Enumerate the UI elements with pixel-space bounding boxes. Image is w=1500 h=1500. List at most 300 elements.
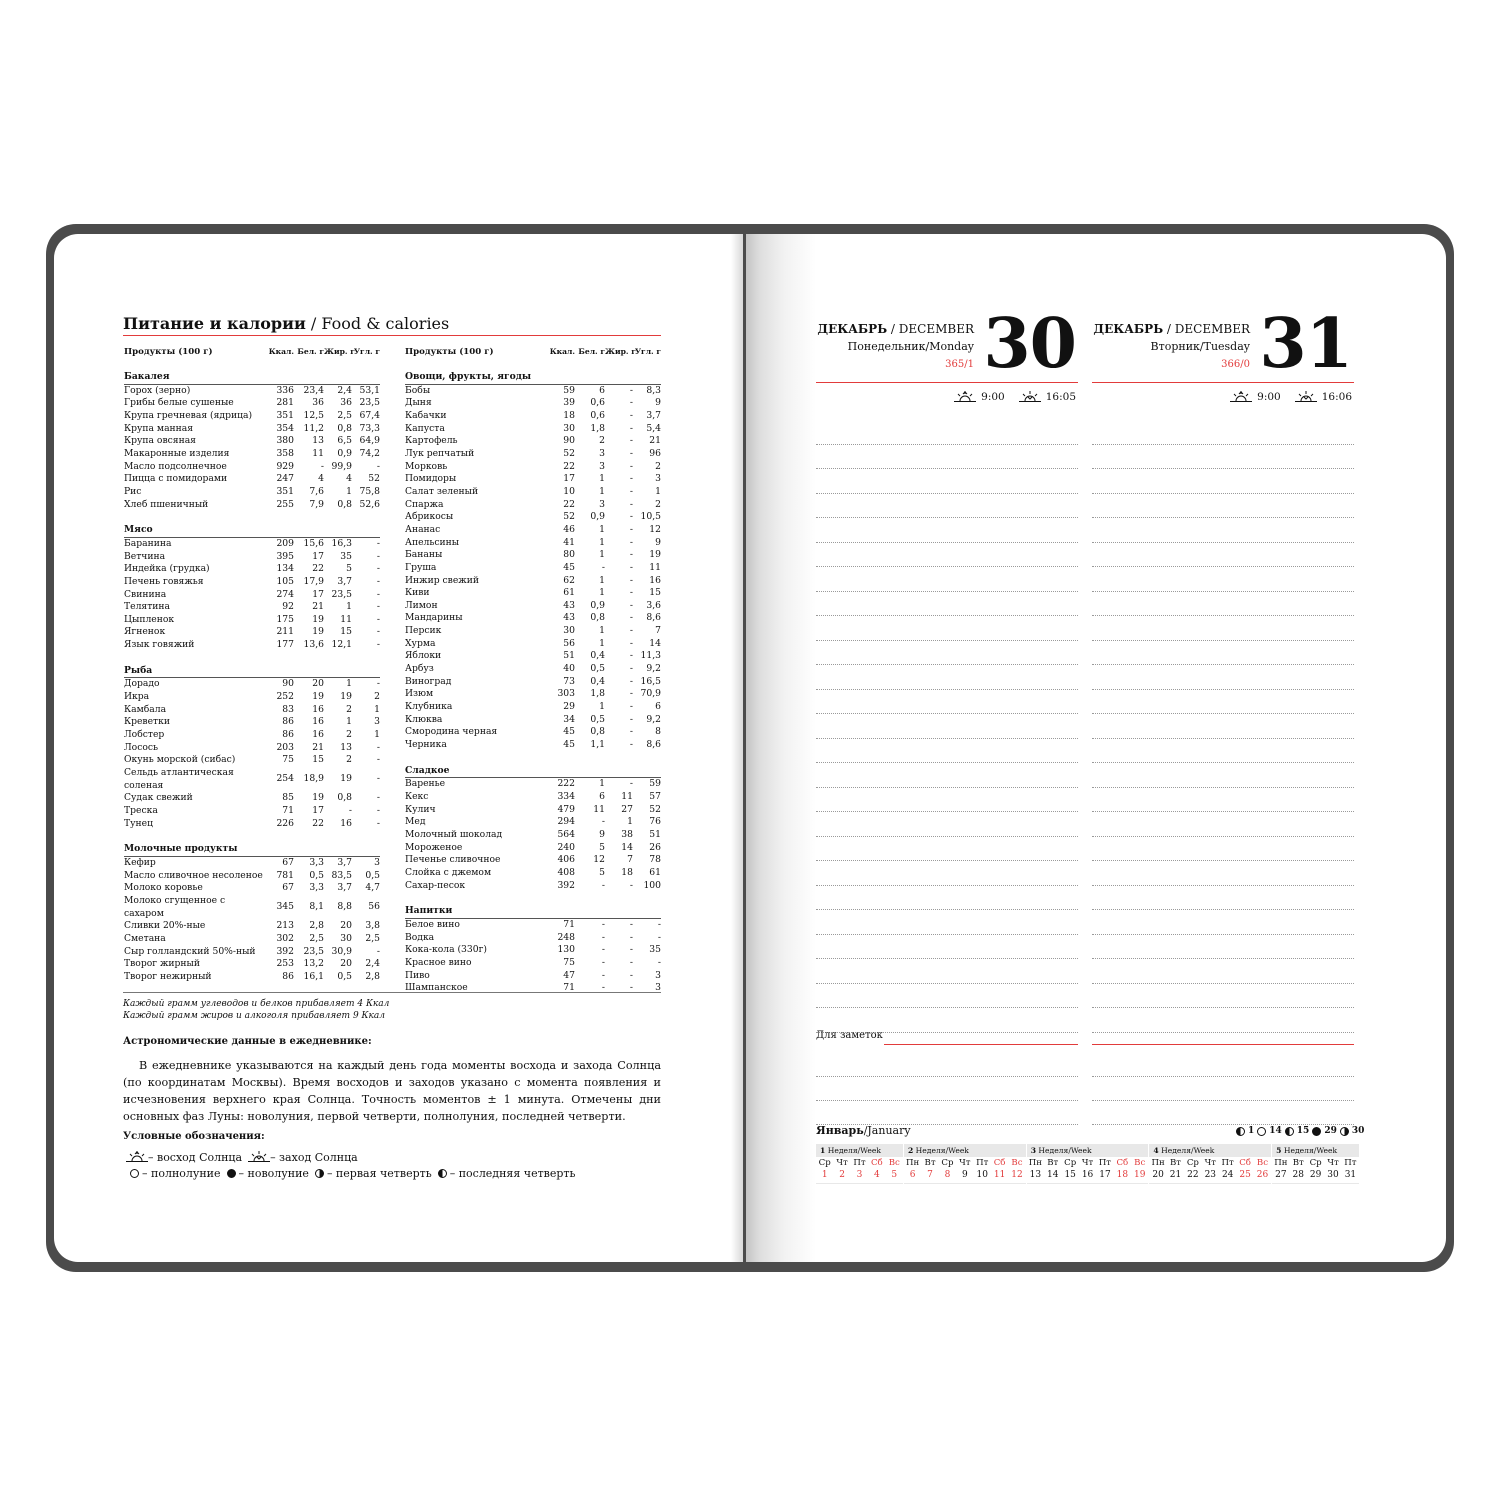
product-name: Дыня xyxy=(405,397,432,409)
fat-value: - xyxy=(629,447,633,459)
kcal-value: 22 xyxy=(563,460,575,472)
table-row xyxy=(405,549,661,562)
product-name: Кулич xyxy=(405,803,436,815)
writing-line xyxy=(1092,445,1354,470)
product-name: Картофель xyxy=(405,435,458,447)
protein-value: 1 xyxy=(599,637,605,649)
fat-value: - xyxy=(629,422,633,434)
week-days xyxy=(1272,1157,1359,1183)
fat-value: - xyxy=(629,726,633,738)
carbs-value: 14 xyxy=(649,637,661,649)
day-number: 17 xyxy=(1099,1170,1111,1180)
header-carbs: Угл. г xyxy=(353,347,380,356)
kcal-value: 61 xyxy=(563,587,575,599)
category-heading: Мясо xyxy=(124,524,380,538)
fat-value: 13 xyxy=(340,741,352,753)
writing-line xyxy=(816,543,1078,568)
kcal-value: 71 xyxy=(563,982,575,994)
footnote-carbs: Каждый грамм углеводов и белков прибавляет 4 Ккал xyxy=(123,999,390,1009)
sunset-icon xyxy=(248,1150,270,1164)
writing-line xyxy=(1092,616,1354,641)
weekday-abbr: Сб xyxy=(870,1158,883,1168)
weekday-abbr: Чт xyxy=(1327,1158,1339,1168)
weekday-abbr: Пн xyxy=(1151,1158,1165,1168)
kcal-value: 334 xyxy=(557,791,575,802)
fat-value: 19 xyxy=(340,691,352,703)
table-row xyxy=(405,473,661,486)
carbs-value: 8 xyxy=(655,726,661,738)
kcal-value: 45 xyxy=(563,726,575,738)
table-row xyxy=(405,791,661,804)
moon-phase-day: 14 xyxy=(1269,1126,1282,1136)
week-word: Неделя xyxy=(825,1146,858,1155)
carbs-value: 0,5 xyxy=(365,869,380,881)
carbs-value: - xyxy=(376,575,380,587)
fat-value: - xyxy=(629,384,633,396)
carbs-value: - xyxy=(376,741,380,753)
fat-value: 1 xyxy=(346,601,352,613)
weekday-abbr: Вс xyxy=(1011,1158,1023,1168)
header-fat: Жир. г xyxy=(605,347,636,356)
calendar-day xyxy=(1307,1157,1324,1183)
sun-times xyxy=(1230,390,1352,404)
right-page xyxy=(746,234,1446,1262)
product-name: Лобстер xyxy=(124,729,165,741)
carbs-value: 1 xyxy=(374,729,380,741)
kcal-value: 30 xyxy=(563,625,575,637)
carbs-value: - xyxy=(376,773,380,785)
first-quarter-moon-icon xyxy=(1340,1127,1349,1136)
notes-line xyxy=(1092,1101,1354,1125)
kcal-value: 56 xyxy=(563,637,575,649)
protein-value: - xyxy=(320,460,324,472)
diary-cover xyxy=(46,224,1454,1272)
calendar-day xyxy=(1114,1157,1131,1183)
kcal-value: 30 xyxy=(563,422,575,434)
product-name: Водка xyxy=(405,931,435,943)
kcal-value: 62 xyxy=(563,574,575,586)
carbs-value: 2 xyxy=(655,460,661,472)
day-number: 27 xyxy=(1275,1170,1287,1180)
product-name: Лук репчатый xyxy=(405,447,475,459)
week-label xyxy=(1027,1144,1149,1157)
protein-value: 1 xyxy=(599,485,605,497)
product-name: Пиво xyxy=(405,969,430,981)
protein-value: 16 xyxy=(312,703,324,715)
header-kcal: Ккал. xyxy=(549,347,575,356)
fat-value: 99,9 xyxy=(331,460,352,472)
kcal-value: 564 xyxy=(557,828,575,840)
writing-line xyxy=(816,714,1078,739)
carbs-value: - xyxy=(376,792,380,804)
fat-value: - xyxy=(629,612,633,624)
kcal-value: 34 xyxy=(563,713,575,725)
last-quarter-moon-icon xyxy=(1236,1127,1245,1136)
week-word-en: /Week xyxy=(1068,1146,1092,1155)
fat-value: 30 xyxy=(340,932,352,944)
table-row xyxy=(405,726,661,739)
fat-value: - xyxy=(629,778,633,790)
writing-lines-31[interactable] xyxy=(1092,420,1354,1020)
calendar-day xyxy=(851,1157,868,1183)
carbs-value: 16,5 xyxy=(640,675,661,687)
kcal-value: 336 xyxy=(276,384,294,396)
carbs-value: - xyxy=(376,626,380,638)
table-row xyxy=(124,882,380,895)
day-number: 28 xyxy=(1292,1170,1304,1180)
product-name: Баранина xyxy=(124,537,172,549)
writing-line xyxy=(816,592,1078,617)
table-row xyxy=(405,919,661,932)
writing-line xyxy=(816,739,1078,764)
week-word-en: /Week xyxy=(857,1146,881,1155)
carbs-value: 96 xyxy=(649,447,661,459)
legend-sun xyxy=(126,1150,364,1164)
carbs-value: 8,6 xyxy=(646,612,661,624)
notes-line xyxy=(1092,1077,1354,1101)
header-kcal: Ккал. xyxy=(268,347,294,356)
writing-line xyxy=(1092,910,1354,935)
table-row xyxy=(124,461,380,474)
fat-value: - xyxy=(629,536,633,548)
kcal-value: 175 xyxy=(276,613,294,625)
full-moon-icon xyxy=(1257,1127,1266,1136)
day-number: 8 xyxy=(944,1170,951,1180)
kcal-value: 47 xyxy=(563,969,575,981)
carbs-value: 10,5 xyxy=(640,511,661,523)
fat-value: - xyxy=(629,918,633,930)
fat-value: 19 xyxy=(340,773,352,785)
weekday-abbr: Вт xyxy=(1047,1158,1059,1168)
day-number: 18 xyxy=(1116,1170,1129,1180)
product-name: Творог жирный xyxy=(124,958,200,970)
product-name: Слойка с джемом xyxy=(405,866,492,878)
table-row xyxy=(405,944,661,957)
fat-value: 36 xyxy=(340,397,352,409)
kcal-value: 248 xyxy=(557,931,575,943)
carbs-value: 73,3 xyxy=(359,422,380,434)
product-name: Камбала xyxy=(124,703,167,715)
table-row xyxy=(405,448,661,461)
protein-value: 1,8 xyxy=(590,688,605,700)
week-days xyxy=(1027,1157,1149,1183)
writing-lines-30[interactable] xyxy=(816,420,1078,1020)
product-name: Молоко коровье xyxy=(124,882,203,894)
fat-value: 27 xyxy=(621,803,633,815)
fat-value: 14 xyxy=(621,841,633,853)
product-name: Окунь морской (сибас) xyxy=(124,754,236,766)
kcal-value: 222 xyxy=(557,778,575,790)
carbs-value: - xyxy=(376,613,380,625)
carbs-value: 67,4 xyxy=(359,409,380,421)
carbs-value: - xyxy=(376,945,380,957)
day-number: 20 xyxy=(1152,1170,1164,1180)
carbs-value: 3 xyxy=(655,969,661,981)
notes-line xyxy=(816,1077,1078,1101)
table-row xyxy=(405,688,661,701)
group-spacer xyxy=(124,511,380,521)
protein-value: 19 xyxy=(312,792,324,804)
legend-heading: Условные обозначения: xyxy=(123,1131,265,1142)
fat-value: 2,5 xyxy=(337,409,352,421)
kcal-value: 203 xyxy=(276,741,294,753)
kcal-value: 52 xyxy=(563,511,575,523)
carbs-value: - xyxy=(376,639,380,651)
calendar-day xyxy=(1254,1157,1271,1183)
kcal-value: 18 xyxy=(563,409,575,421)
sunrise-icon xyxy=(1230,390,1252,404)
day-number: 30 xyxy=(1327,1170,1339,1180)
protein-value: 6 xyxy=(599,791,605,802)
weekday-abbr: Пн xyxy=(1274,1158,1288,1168)
kcal-value: 67 xyxy=(282,882,294,894)
fat-value: - xyxy=(629,460,633,472)
fat-value: 0,8 xyxy=(337,792,352,804)
protein-value: 0,6 xyxy=(590,397,605,409)
product-name: Печень говяжья xyxy=(124,575,204,587)
notes-lines-right[interactable] xyxy=(1092,1053,1354,1125)
week-label xyxy=(1149,1144,1271,1157)
protein-value: 13,6 xyxy=(303,639,324,651)
writing-line xyxy=(1092,886,1354,911)
product-name: Сыр голландский 50%-ный xyxy=(124,945,256,957)
weekday-abbr: Вт xyxy=(924,1158,936,1168)
header-carbs: Угл. г xyxy=(634,347,661,356)
fat-value: 35 xyxy=(340,550,352,562)
carbs-value: 3,6 xyxy=(646,599,661,611)
last-quarter-moon-icon xyxy=(1285,1127,1294,1136)
table-row xyxy=(405,829,661,842)
calendar-week xyxy=(1149,1144,1271,1184)
fat-value: 2 xyxy=(346,754,352,766)
fat-value: 8,8 xyxy=(337,901,352,913)
carbs-value: 3 xyxy=(655,982,661,994)
table-row xyxy=(124,805,380,818)
protein-value: 1 xyxy=(599,549,605,561)
first-quarter-icon xyxy=(315,1169,324,1178)
legend-full-label: – полнолуние xyxy=(142,1167,221,1180)
writing-line xyxy=(1092,592,1354,617)
product-name: Лосось xyxy=(124,741,159,753)
day-of-year: 365/1 xyxy=(945,359,974,370)
writing-line xyxy=(816,1008,1078,1033)
fat-value: 30,9 xyxy=(331,945,352,957)
fat-value: - xyxy=(629,931,633,943)
day-number: 23 xyxy=(1204,1170,1217,1180)
kcal-value: 71 xyxy=(282,805,294,816)
calendar-day xyxy=(833,1157,850,1183)
left-page xyxy=(54,234,743,1262)
protein-value: 17,9 xyxy=(303,575,324,587)
product-name: Свинина xyxy=(124,588,167,600)
carbs-value: 3,7 xyxy=(646,409,661,421)
kcal-value: 302 xyxy=(276,932,294,944)
product-name: Пицца с помидорами xyxy=(124,473,228,485)
writing-line xyxy=(816,445,1078,470)
fat-value: 2 xyxy=(346,729,352,741)
table-row xyxy=(405,932,661,945)
protein-value: 1 xyxy=(599,523,605,535)
kcal-value: 10 xyxy=(563,485,575,497)
product-name: Яблоки xyxy=(405,650,442,662)
protein-value: 0,6 xyxy=(590,409,605,421)
product-name: Сливки 20%-ные xyxy=(124,920,206,932)
fat-value: - xyxy=(629,688,633,700)
kcal-value: 408 xyxy=(557,866,575,878)
kcal-value: 351 xyxy=(276,409,294,421)
kcal-value: 211 xyxy=(276,626,294,638)
calendar-week xyxy=(1027,1144,1149,1184)
protein-value: 0,4 xyxy=(590,675,605,687)
writing-line xyxy=(1092,543,1354,568)
kcal-value: 22 xyxy=(563,498,575,510)
fat-value: 1 xyxy=(627,816,633,828)
product-name: Помидоры xyxy=(405,473,457,485)
writing-line xyxy=(1092,518,1354,543)
weekday-abbr: Ср xyxy=(941,1158,954,1168)
fat-value: - xyxy=(629,574,633,586)
fat-value: 3,7 xyxy=(337,575,352,587)
carbs-value: 15 xyxy=(649,587,661,599)
week-word-en: /Week xyxy=(1313,1146,1338,1155)
protein-value: 36 xyxy=(312,397,324,409)
weekday-abbr: Вс xyxy=(1256,1158,1269,1168)
protein-value: 1 xyxy=(599,701,605,713)
carbs-value: 16 xyxy=(649,574,661,586)
carbs-value: 2 xyxy=(655,498,661,510)
carbs-value: 9,2 xyxy=(646,713,661,725)
kcal-value: 253 xyxy=(276,958,294,970)
carbs-value: 51 xyxy=(649,828,661,840)
table-row xyxy=(405,676,661,689)
fat-value: 6,5 xyxy=(337,435,352,447)
table-row xyxy=(405,499,661,512)
fat-value: - xyxy=(629,625,633,637)
day-number: 2 xyxy=(839,1170,845,1180)
kcal-value: 41 xyxy=(563,536,575,548)
legend-first-label: – первая четверть xyxy=(326,1167,432,1180)
table-row xyxy=(405,638,661,651)
carbs-value: 70,9 xyxy=(640,688,661,700)
week-number: 5 xyxy=(1276,1146,1282,1155)
carbs-value: 12 xyxy=(649,523,661,535)
table-row xyxy=(124,563,380,576)
day-number: 31 xyxy=(1259,304,1352,384)
writing-line xyxy=(816,665,1078,690)
table-row xyxy=(124,551,380,564)
carbs-value: 52,6 xyxy=(359,498,380,510)
fat-value: - xyxy=(629,485,633,497)
table-row xyxy=(405,854,661,867)
footnote-fats: Каждый грамм жиров и алкоголя прибавляет 9 Ккал xyxy=(123,1011,385,1021)
carbs-value: 52 xyxy=(368,473,380,485)
protein-value: 2,5 xyxy=(309,932,324,944)
category-heading: Молочные продукты xyxy=(124,843,380,857)
table-row xyxy=(124,920,380,933)
protein-value: 1,8 xyxy=(590,422,605,434)
carbs-value: - xyxy=(657,956,661,968)
table-row xyxy=(124,857,380,870)
product-name: Мороженое xyxy=(405,841,463,853)
table-row xyxy=(405,410,661,423)
week-label xyxy=(816,1144,903,1157)
day-number: 4 xyxy=(874,1170,880,1180)
protein-value: 15 xyxy=(312,754,324,766)
table-row xyxy=(124,767,380,792)
table-row xyxy=(405,537,661,550)
kcal-value: 392 xyxy=(276,945,294,957)
day-number: 26 xyxy=(1256,1170,1269,1180)
kcal-value: 254 xyxy=(276,773,294,785)
carbs-value: 59 xyxy=(649,778,661,790)
carbs-value: - xyxy=(376,817,380,829)
carbs-value: 74,2 xyxy=(359,447,380,459)
weekday-abbr: Чт xyxy=(1204,1158,1216,1168)
fat-value: 0,8 xyxy=(337,498,352,510)
weekday-abbr: Вс xyxy=(888,1158,900,1168)
fat-value: 20 xyxy=(340,920,352,932)
protein-value: 3,3 xyxy=(309,882,324,894)
week-word-en: /Week xyxy=(1191,1146,1215,1155)
carbs-value: 8,3 xyxy=(646,384,661,396)
header-protein: Бел. г xyxy=(578,347,605,356)
product-name: Печенье сливочное xyxy=(405,854,501,866)
table-row xyxy=(405,625,661,638)
kcal-value: 43 xyxy=(563,599,575,611)
day-number: 14 xyxy=(1047,1170,1059,1180)
day-number: 3 xyxy=(856,1170,863,1180)
table-row xyxy=(124,933,380,946)
table-row xyxy=(405,701,661,714)
weekday-abbr: Пн xyxy=(1028,1158,1042,1168)
protein-value: 17 xyxy=(312,805,324,816)
protein-value: 11,2 xyxy=(303,422,324,434)
fat-value: - xyxy=(629,675,633,687)
weekday-abbr: Ср xyxy=(1064,1158,1077,1168)
next-month-title: Январь/January xyxy=(816,1124,911,1137)
table-row xyxy=(405,397,661,410)
protein-value: 0,5 xyxy=(590,713,605,725)
protein-value: 22 xyxy=(312,563,324,575)
fat-value: 1 xyxy=(346,678,352,690)
calendar-day xyxy=(1219,1157,1236,1183)
product-name: Красное вино xyxy=(405,956,472,968)
protein-value: - xyxy=(601,982,605,994)
carbs-value: 3 xyxy=(374,716,380,728)
day-number: 1 xyxy=(821,1170,828,1180)
protein-value: - xyxy=(601,969,605,981)
notes-lines-left[interactable] xyxy=(816,1053,1078,1125)
calendar-day xyxy=(1061,1157,1078,1183)
writing-line xyxy=(1092,567,1354,592)
kcal-value: 43 xyxy=(563,612,575,624)
product-name: Виноград xyxy=(405,675,452,687)
protein-value: 18,9 xyxy=(303,773,324,785)
carbs-value: 76 xyxy=(649,816,661,828)
carbs-value: 3 xyxy=(655,473,661,485)
fat-value: - xyxy=(629,944,633,956)
fat-value: - xyxy=(629,637,633,649)
carbs-value: 2,5 xyxy=(365,932,380,944)
product-name: Сахар-песок xyxy=(405,879,466,891)
fat-value: 5 xyxy=(346,563,352,575)
table-row xyxy=(124,946,380,959)
table-row xyxy=(405,511,661,524)
calendar-week xyxy=(816,1144,903,1184)
product-name: Масло подсолнечное xyxy=(124,460,227,472)
week-word: Неделя xyxy=(1158,1146,1192,1155)
weekday-abbr: Сб xyxy=(1116,1158,1129,1168)
